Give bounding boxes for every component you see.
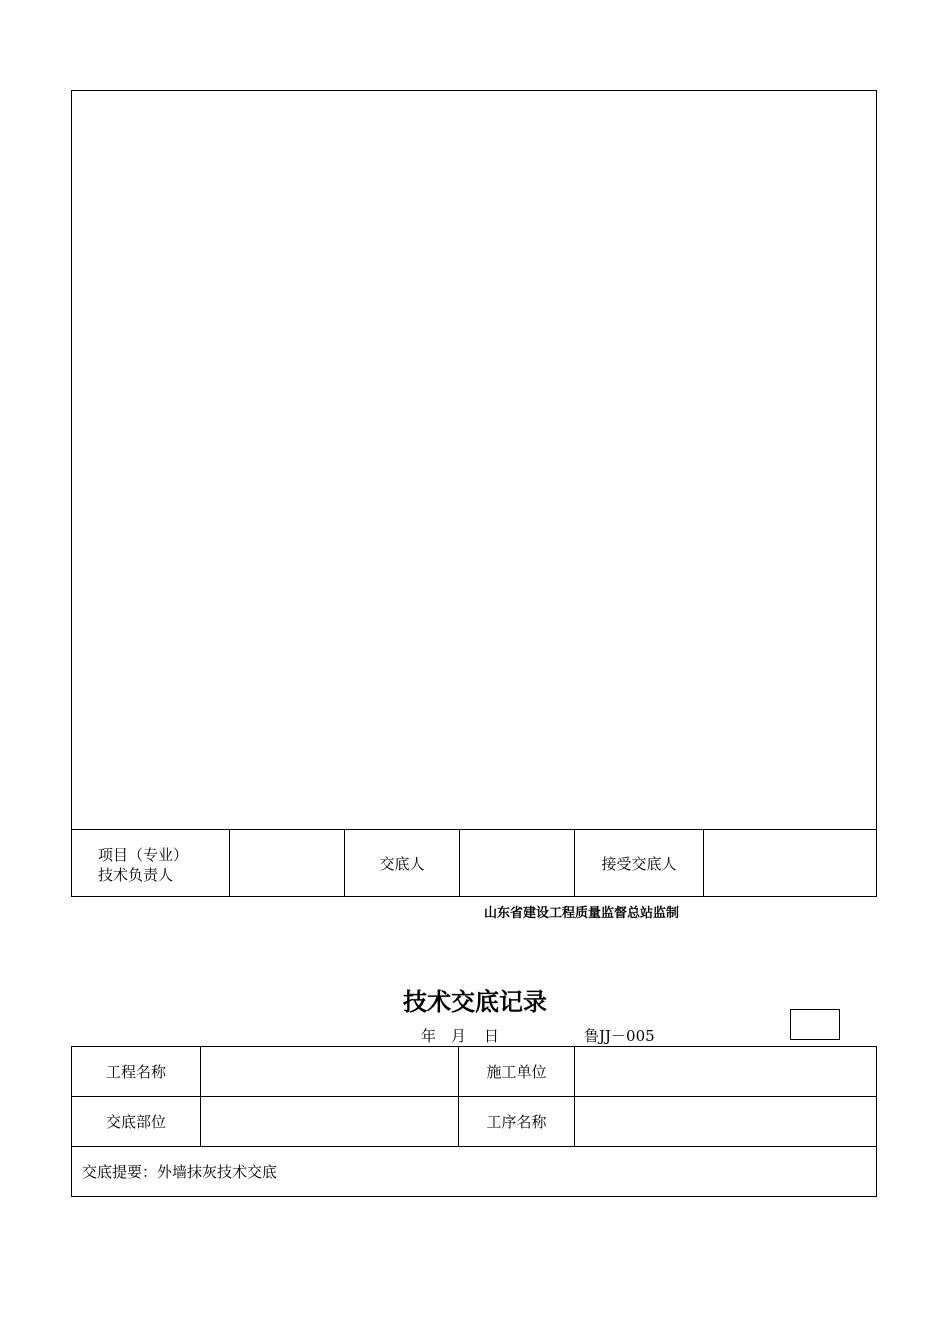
location-label-cell [72,1097,200,1146]
form-title: 技术交底记录 [403,988,547,1016]
presenter-label-cell [345,830,459,896]
tech-lead-label-line1: 项目（专业） [98,846,189,864]
process-name-label-cell [459,1097,574,1146]
content-area[interactable] [72,91,876,829]
process-name-field[interactable] [575,1097,876,1146]
receiver-label-cell [575,830,703,896]
tech-lead-label [98,845,188,885]
presenter-label: 交底人 [379,854,425,873]
form-code: 鲁JJ－005 [584,1027,655,1045]
receiver-label: 接受交底人 [601,854,677,873]
receiver-signature-field[interactable] [704,830,876,896]
tech-lead-signature-field[interactable] [230,830,344,896]
tech-lead-label-line2: 技术负责人 [98,866,174,884]
project-name-label: 工程名称 [105,1063,166,1081]
construction-unit-label-cell [459,1047,574,1096]
location-label: 交底部位 [105,1113,166,1131]
location-field[interactable] [201,1097,458,1146]
date-day: 日 [484,1027,500,1045]
date-year: 年 [421,1027,437,1045]
serial-number-box[interactable] [790,1009,840,1040]
project-name-field[interactable] [201,1047,458,1096]
construction-unit-label: 施工单位 [486,1063,547,1081]
date-month: 月 [451,1027,467,1045]
construction-unit-field[interactable] [575,1047,876,1096]
supervisor-note: 山东省建设工程质量监督总站监制 [484,906,680,921]
process-name-label: 工序名称 [486,1113,547,1131]
summary-cell[interactable] [82,1147,872,1196]
presenter-signature-field[interactable] [460,830,574,896]
project-name-label-cell [72,1047,200,1096]
summary-label: 交底提要：外墙抹灰技术交底 [82,1163,278,1181]
